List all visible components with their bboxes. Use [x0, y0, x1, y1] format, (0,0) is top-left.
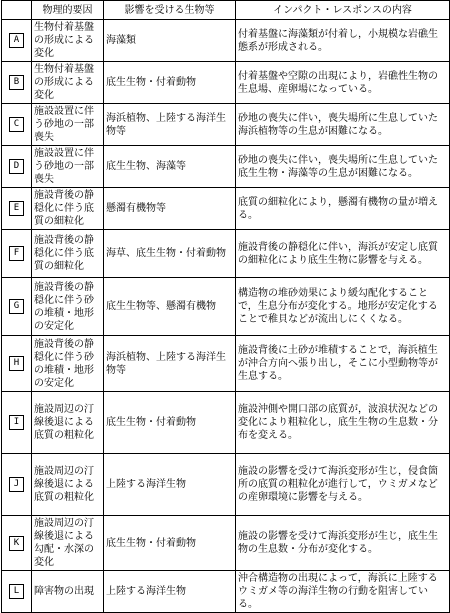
physical-factor-cell: 施設背後の静穏化に伴う砂の堆積・地形の安定化	[32, 278, 104, 336]
affected-organisms-cell: 海浜植物、上陸する海洋生物等	[104, 336, 236, 392]
row-code-badge: J	[9, 477, 24, 492]
physical-factor-cell: 施設設置に伴う砂地の一部喪失	[32, 104, 104, 146]
table-row	[2, 20, 450, 62]
row-code-badge: H	[9, 356, 24, 371]
header-code	[2, 1, 32, 20]
impact-response-cell: 沖合構造物の出現によって，海浜に上陸するウミガメ等の海洋生物の行動を阻害している。	[236, 571, 450, 613]
row-code-badge: B	[9, 75, 24, 90]
row-code-badge: F	[9, 246, 24, 261]
table-row	[2, 571, 450, 613]
affected-organisms-cell: 上陸する海洋生物	[104, 571, 236, 613]
row-code-badge: D	[9, 159, 24, 174]
table-header-row	[2, 1, 450, 20]
row-code-badge: A	[9, 33, 24, 48]
physical-factor-cell: 施設周辺の汀線後退による底質の粗粒化	[32, 454, 104, 516]
affected-organisms-cell: 底生生物・付着動物	[104, 516, 236, 571]
row-code-cell	[2, 571, 32, 613]
table-row	[2, 336, 450, 392]
header-affected-organisms: 影響を受ける生物等	[104, 1, 236, 20]
row-code-cell	[2, 336, 32, 392]
row-code-badge: C	[9, 117, 24, 132]
affected-organisms-cell: 海浜植物、上陸する海洋生物等	[104, 104, 236, 146]
row-code-cell	[2, 146, 32, 188]
table-row	[2, 516, 450, 571]
affected-organisms-cell: 海藻類	[104, 20, 236, 62]
physical-factor-cell: 施設背後の静穏化に伴う底質の細粒化	[32, 188, 104, 230]
table-row	[2, 454, 450, 516]
row-code-badge: L	[9, 584, 24, 599]
impact-response-cell: 砂地の喪失に伴い，喪失場所に生息していた海浜植物等の生息が困難になる。	[236, 104, 450, 146]
table-row	[2, 188, 450, 230]
affected-organisms-cell: 上陸する海洋生物	[104, 454, 236, 516]
affected-organisms-cell: 懸濁有機物等	[104, 188, 236, 230]
impact-response-cell: 施設沖側や開口部の底質が，波浪状況などの変化により粗粒化し，底生生物の生息数・分布を変える。	[236, 392, 450, 454]
impact-response-table	[1, 0, 450, 613]
row-code-cell	[2, 20, 32, 62]
impact-response-cell: 施設背後に土砂が堆積することで，海浜植生が沖合方向へ張り出し，そこに小型動物等が生息する。	[236, 336, 450, 392]
physical-factor-cell: 施設背後の静穏化に伴う底質の細粒化	[32, 230, 104, 278]
table-row	[2, 278, 450, 336]
header-physical-factor: 物理的要因	[32, 1, 104, 20]
table-row	[2, 230, 450, 278]
impact-response-cell: 構造物の堆砂効果により緩勾配化することで，生息分布が変化する。地形が安定化することで稚貝などが流出しにくくなる。	[236, 278, 450, 336]
impact-response-cell: 底質の細粒化により，懸濁有機物の量が増える。	[236, 188, 450, 230]
impact-response-cell: 付着基盤に海藻類が付着し，小規模な岩礁生態系が形成される。	[236, 20, 450, 62]
impact-response-cell: 施設の影響を受けて海浜変形が生じ，底生生物の生息数・分布が変化する。	[236, 516, 450, 571]
row-code-cell	[2, 188, 32, 230]
table-row	[2, 104, 450, 146]
physical-factor-cell: 施設周辺の汀線後退による勾配・水深の変化	[32, 516, 104, 571]
row-code-badge: I	[9, 415, 24, 430]
row-code-cell	[2, 516, 32, 571]
physical-factor-cell: 生物付着基盤の形成による変化	[32, 20, 104, 62]
affected-organisms-cell: 底生生物等、懸濁有機物	[104, 278, 236, 336]
physical-factor-cell: 生物付着基盤の形成による変化	[32, 62, 104, 104]
row-code-cell	[2, 278, 32, 336]
row-code-cell	[2, 62, 32, 104]
affected-organisms-cell: 底生生物、海藻等	[104, 146, 236, 188]
impact-response-cell: 付着基盤や空隙の出現により，岩礁性生物の生息場、産卵場になっている。	[236, 62, 450, 104]
physical-factor-cell: 施設背後の静穏化に伴う砂の堆積・地形の安定化	[32, 336, 104, 392]
physical-factor-cell: 障害物の出現	[32, 571, 104, 613]
row-code-cell	[2, 230, 32, 278]
row-code-badge: K	[9, 536, 24, 551]
affected-organisms-cell: 底生生物・付着動物	[104, 62, 236, 104]
impact-response-cell: 砂地の喪失に伴い，喪失場所に生息していた底生生物・海藻等の生息が困難になる。	[236, 146, 450, 188]
row-code-badge: G	[9, 299, 24, 314]
affected-organisms-cell: 底生生物・付着動物	[104, 392, 236, 454]
impact-response-cell: 施設背後の静穏化に伴い，海浜が安定し底質の細粒化により底生生物に影響を与える。	[236, 230, 450, 278]
header-impact-response: インパクト・レスポンスの内容	[236, 1, 450, 20]
table-body	[2, 20, 450, 613]
row-code-cell	[2, 392, 32, 454]
row-code-cell	[2, 104, 32, 146]
row-code-cell	[2, 454, 32, 516]
impact-response-cell: 施設の影響を受けて海浜変形が生じ，侵食箇所の底質の粗粒化が進行して，ウミガメなどの産卵環境に影響を与える。	[236, 454, 450, 516]
physical-factor-cell: 施設周辺の汀線後退による底質の粗粒化	[32, 392, 104, 454]
row-code-badge: E	[9, 201, 24, 216]
affected-organisms-cell: 海草、底生生物・付着動物	[104, 230, 236, 278]
table-row	[2, 146, 450, 188]
table-row	[2, 392, 450, 454]
table-row	[2, 62, 450, 104]
physical-factor-cell: 施設設置に伴う砂地の一部喪失	[32, 146, 104, 188]
